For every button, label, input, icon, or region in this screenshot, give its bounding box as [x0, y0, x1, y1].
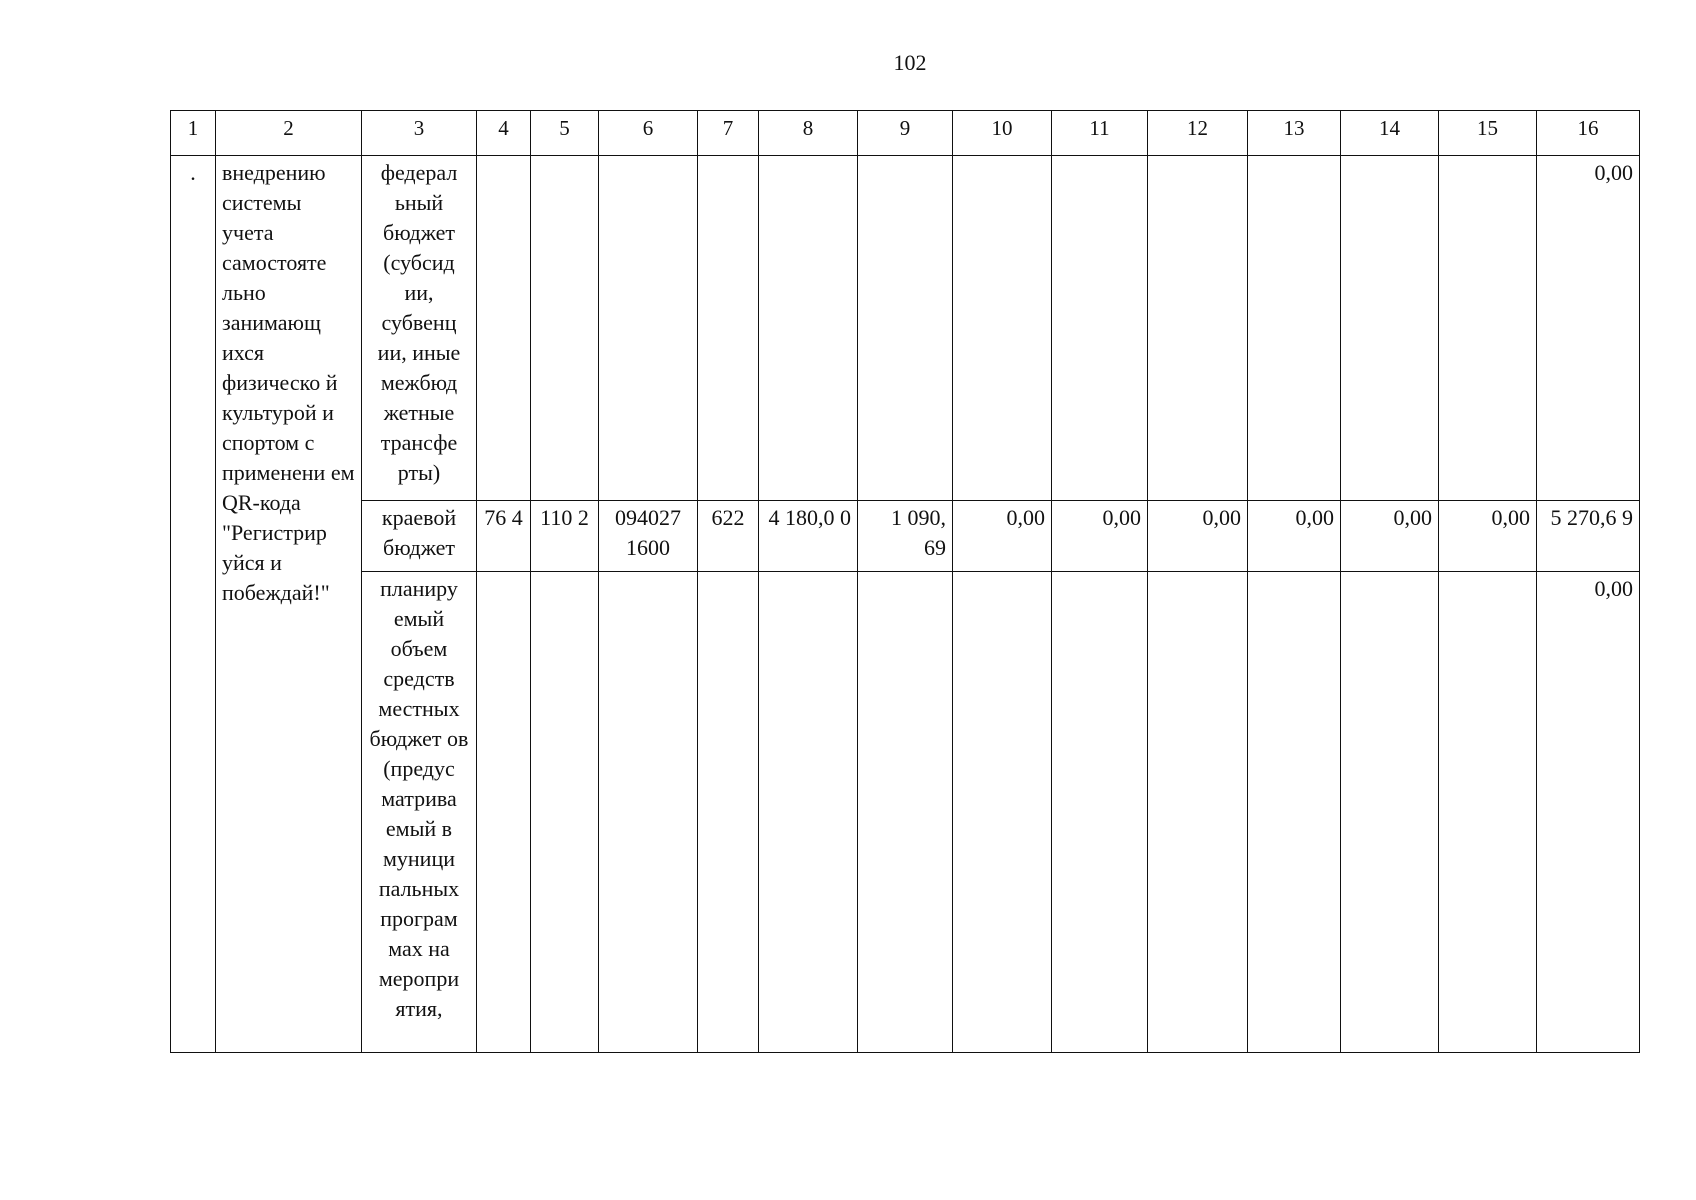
empty-cell [477, 156, 531, 501]
empty-cell [1248, 156, 1341, 501]
value-cell: 0,00 [1148, 501, 1248, 572]
value-cell: 0,00 [1248, 501, 1341, 572]
empty-cell [953, 572, 1052, 1053]
header-cell: 5 [531, 111, 599, 156]
empty-cell [531, 572, 599, 1053]
empty-cell [599, 156, 698, 501]
header-cell: 4 [477, 111, 531, 156]
value-cell: 1 090, 69 [858, 501, 953, 572]
value-cell: 0,00 [1439, 501, 1537, 572]
header-row [171, 111, 1640, 156]
funding-source-cell: планиру емый объем средств местных бюджет ов (предус матрива емый в муници пальных програм мах на меропри ятия, [362, 572, 477, 1053]
table-row-local [171, 572, 1640, 1053]
total-cell: 0,00 [1537, 156, 1640, 501]
header-cell: 15 [1439, 111, 1537, 156]
empty-cell [698, 572, 759, 1053]
header-cell: 3 [362, 111, 477, 156]
empty-cell [477, 572, 531, 1053]
measure-name-cell: внедрению системы учета самостояте льно занимающ ихся физическо й культурой и спортом с применени ем QR-кода "Регистрир уйся и побеждай!" [216, 156, 362, 1053]
empty-cell [1439, 156, 1537, 501]
header-cell: 12 [1148, 111, 1248, 156]
empty-cell [953, 156, 1052, 501]
empty-cell [1148, 572, 1248, 1053]
section-code-cell: 110 2 [531, 501, 599, 572]
header-cell: 16 [1537, 111, 1640, 156]
empty-cell [1341, 572, 1439, 1053]
header-cell: 6 [599, 111, 698, 156]
empty-cell [1341, 156, 1439, 501]
header-cell: 2 [216, 111, 362, 156]
budget-table [170, 110, 1640, 1053]
empty-cell [759, 156, 858, 501]
empty-cell [1439, 572, 1537, 1053]
target-code-cell: 094027 1600 [599, 501, 698, 572]
empty-cell [531, 156, 599, 501]
header-cell: 13 [1248, 111, 1341, 156]
table-row-regional [171, 501, 1640, 572]
value-cell: 4 180,0 0 [759, 501, 858, 572]
total-cell: 0,00 [1537, 572, 1640, 1053]
table-row-federal [171, 156, 1640, 501]
header-cell: 1 [171, 111, 216, 156]
header-cell: 7 [698, 111, 759, 156]
funding-source-cell: краевой бюджет [362, 501, 477, 572]
row-number-cell: . [171, 156, 216, 1053]
empty-cell [1248, 572, 1341, 1053]
empty-cell [698, 156, 759, 501]
empty-cell [858, 156, 953, 501]
value-cell: 0,00 [1052, 501, 1148, 572]
funding-source-cell: федерал ьный бюджет (субсид ии, субвенц ии, иные межбюд жетные трансфе рты) [362, 156, 477, 501]
expense-type-cell: 622 [698, 501, 759, 572]
empty-cell [759, 572, 858, 1053]
empty-cell [1052, 156, 1148, 501]
empty-cell [1052, 572, 1148, 1053]
empty-cell [1148, 156, 1248, 501]
header-cell: 10 [953, 111, 1052, 156]
header-cell: 8 [759, 111, 858, 156]
value-cell: 0,00 [1341, 501, 1439, 572]
total-cell: 5 270,6 9 [1537, 501, 1640, 572]
header-cell: 14 [1341, 111, 1439, 156]
value-cell: 0,00 [953, 501, 1052, 572]
empty-cell [599, 572, 698, 1053]
grbs-code-cell: 76 4 [477, 501, 531, 572]
header-cell: 9 [858, 111, 953, 156]
page-number: 102 [893, 50, 927, 75]
empty-cell [858, 572, 953, 1053]
header-cell: 11 [1052, 111, 1148, 156]
